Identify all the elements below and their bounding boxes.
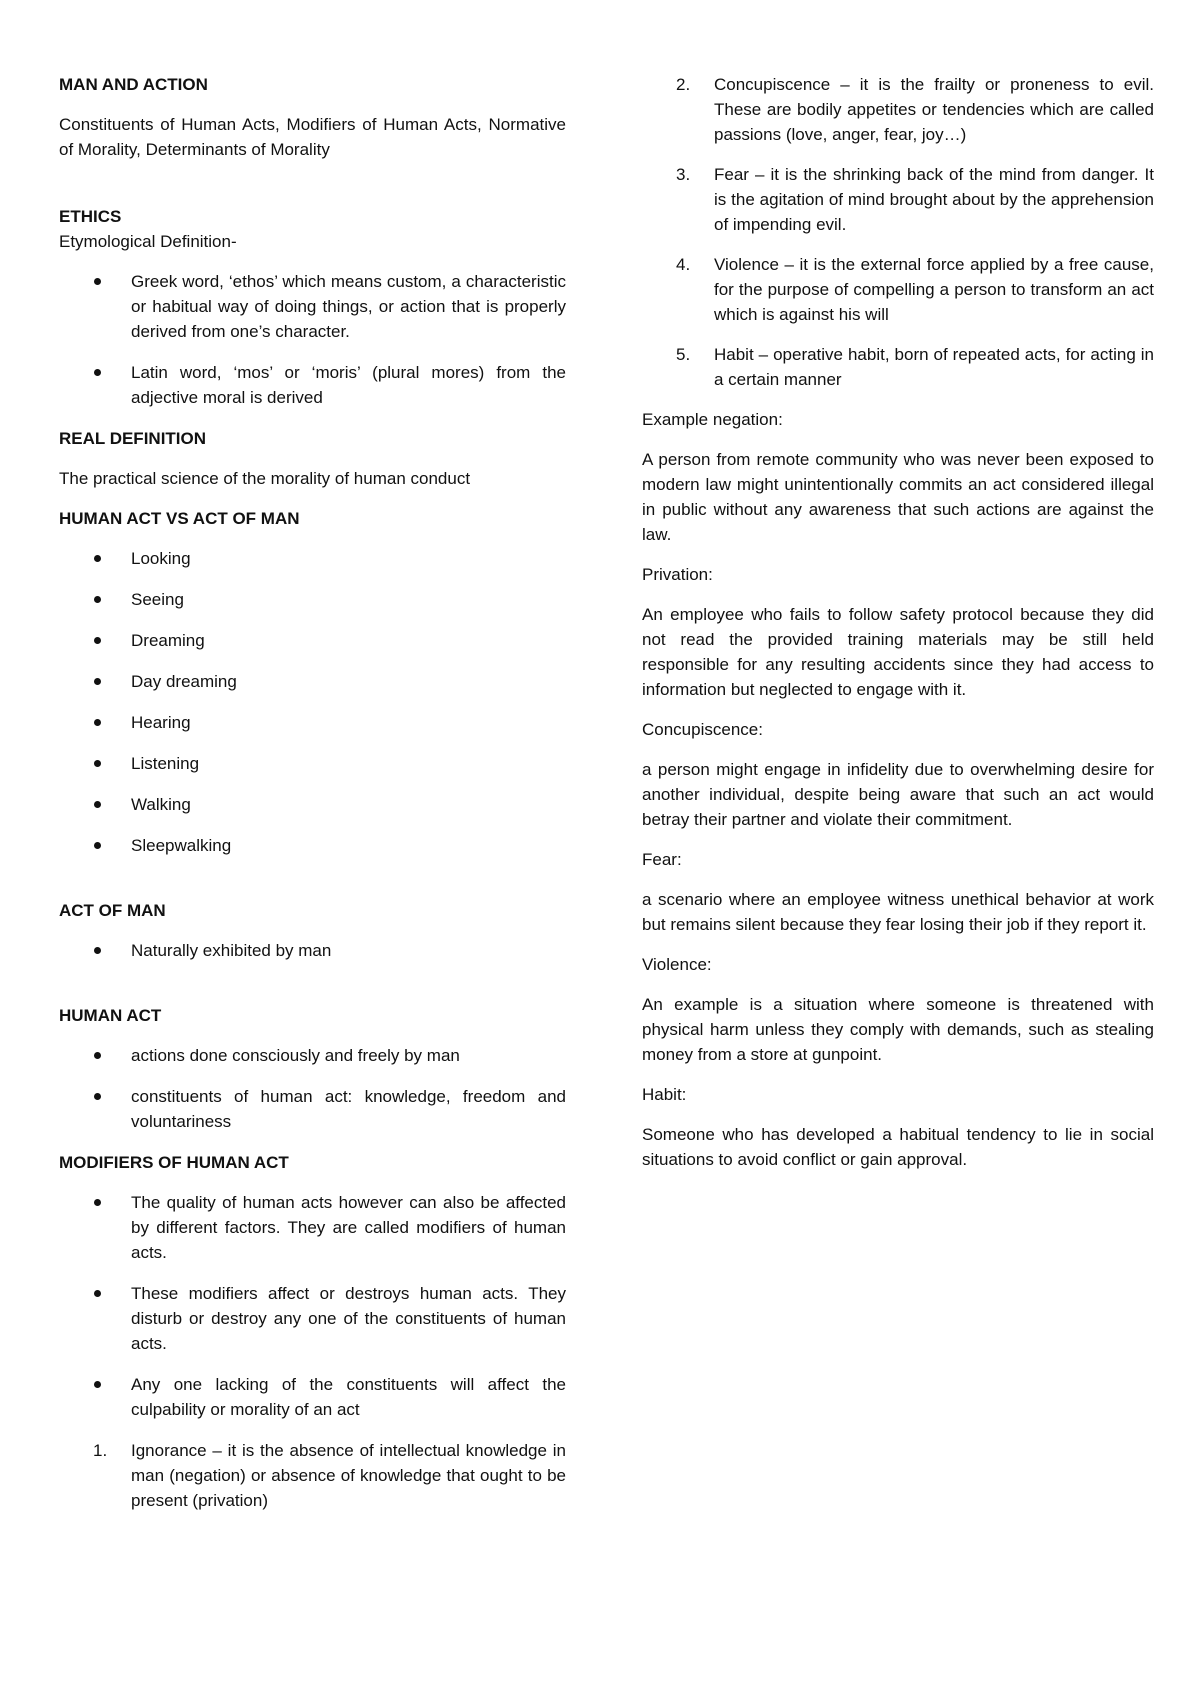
list-item-text: Greek word, ‘ethos’ which means custom, a characteristic or habitual way of doing things, or action that is properly derived from one’s character. (131, 272, 566, 341)
list-item-text: Seeing (131, 590, 184, 609)
item-number: 4. (676, 255, 691, 274)
list-item-text: Walking (131, 795, 191, 814)
list-item-text: Looking (131, 549, 191, 568)
bullet-icon (94, 278, 101, 285)
numbered-item (642, 252, 1154, 327)
ethics-bullet-list (59, 269, 566, 410)
numbered-item-text: Fear – it is the shrinking back of the mind from danger. It is the agitation of mind brought about by the apprehension of impending evil. (714, 165, 1154, 234)
bullet-icon (94, 369, 101, 376)
item-number: 1. (93, 1441, 108, 1460)
bullet-icon (94, 1381, 101, 1388)
ethics-heading: ETHICS (59, 207, 122, 226)
bullet-icon (94, 1199, 101, 1206)
list-item-text: constituents of human act: knowledge, freedom and voluntariness (131, 1087, 566, 1131)
numbered-item-text: Violence – it is the external force applied by a free cause, for the purpose of compelling a person to transform an act which is against his will (714, 255, 1154, 324)
bullet-icon (94, 1290, 101, 1297)
example-label: Example negation: (642, 410, 783, 429)
numbered-item (642, 162, 1154, 237)
item-number: 3. (676, 165, 691, 184)
list-item (59, 587, 566, 612)
list-item (59, 669, 566, 694)
bullet-icon (94, 719, 101, 726)
list-item (59, 833, 566, 858)
list-item-text: actions done consciously and freely by man (131, 1046, 460, 1065)
human-act-heading: HUMAN ACT (59, 1006, 162, 1025)
etymological-label: Etymological Definition- (59, 232, 237, 251)
modifiers-heading: MODIFIERS OF HUMAN ACT (59, 1153, 289, 1172)
example-text: a scenario where an employee witness unethical behavior at work but remains silent because they fear losing their job if they report it. (642, 890, 1154, 934)
list-item (59, 269, 566, 344)
left-column (59, 72, 566, 1528)
list-item-text: Any one lacking of the constituents will affect the culpability or morality of an act (131, 1375, 566, 1419)
right-column (642, 72, 1154, 1187)
human-vs-act-heading: HUMAN ACT VS ACT OF MAN (59, 509, 300, 528)
list-item (59, 360, 566, 410)
list-item (59, 546, 566, 571)
item-number: 5. (676, 345, 691, 364)
list-item (59, 792, 566, 817)
list-item-text: Latin word, ‘mos’ or ‘moris’ (plural mores) from the adjective moral is derived (131, 363, 566, 407)
document-title: MAN AND ACTION (59, 75, 208, 94)
numbered-item-text: Concupiscence – it is the frailty or proneness to evil. These are bodily appetites or tendencies which are called passions (love, anger, fear, joy…) (714, 75, 1154, 144)
human-act-list (59, 1043, 566, 1134)
example-label: Violence: (642, 955, 712, 974)
list-item-text: Naturally exhibited by man (131, 941, 332, 960)
list-item (59, 751, 566, 776)
bullet-icon (94, 555, 101, 562)
example-label: Habit: (642, 1085, 687, 1104)
numbered-item-text: Ignorance – it is the absence of intellectual knowledge in man (negation) or absence of knowledge that ought to be present (privation) (131, 1441, 566, 1510)
list-item (59, 1084, 566, 1134)
list-item-text: Hearing (131, 713, 191, 732)
bullet-icon (94, 760, 101, 767)
example-label: Fear: (642, 850, 682, 869)
bullet-icon (94, 637, 101, 644)
list-item (59, 1043, 566, 1068)
list-item (59, 1372, 566, 1422)
human-vs-act-list (59, 546, 566, 858)
bullet-icon (94, 1052, 101, 1059)
bullet-icon (94, 947, 101, 954)
list-item-text: Sleepwalking (131, 836, 232, 855)
list-item-text: The quality of human acts however can also be affected by different factors. They are called modifiers of human acts. (131, 1193, 566, 1262)
numbered-item (59, 1438, 566, 1513)
modifiers-list (59, 1190, 566, 1422)
modifiers-numbered-list-start (59, 1438, 566, 1513)
real-definition-heading: REAL DEFINITION (59, 429, 207, 448)
bullet-icon (94, 1093, 101, 1100)
example-text: a person might engage in infidelity due to overwhelming desire for another individual, despite being aware that such an act would betray their partner and violate their commitment. (642, 760, 1154, 829)
list-item (59, 938, 566, 963)
list-item-text: Dreaming (131, 631, 205, 650)
list-item (59, 1281, 566, 1356)
list-item (59, 628, 566, 653)
list-item-text: Listening (131, 754, 200, 773)
act-of-man-list (59, 938, 566, 963)
example-text: An example is a situation where someone is threatened with physical harm unless they comply with demands, such as stealing money from a store at gunpoint. (642, 995, 1154, 1064)
bullet-icon (94, 678, 101, 685)
bullet-icon (94, 596, 101, 603)
bullet-icon (94, 801, 101, 808)
numbered-item-text: Habit – operative habit, born of repeated acts, for acting in a certain manner (714, 345, 1154, 389)
list-item (59, 1190, 566, 1265)
example-text: An employee who fails to follow safety protocol because they did not read the provided training materials may be still held responsible for any resulting accidents since they had access to information but neglected to engage with it. (642, 605, 1154, 699)
numbered-item (642, 72, 1154, 147)
list-item-text: Day dreaming (131, 672, 237, 691)
example-label: Privation: (642, 565, 713, 584)
example-text: Someone who has developed a habitual tendency to lie in social situations to avoid conflict or gain approval. (642, 1125, 1154, 1169)
numbered-item (642, 342, 1154, 392)
modifiers-numbered-list-continued (642, 72, 1154, 392)
bullet-icon (94, 842, 101, 849)
act-of-man-heading: ACT OF MAN (59, 901, 166, 920)
list-item-text: These modifiers affect or destroys human acts. They disturb or destroy any one of the constituents of human acts. (131, 1284, 566, 1353)
document-subtitle: Constituents of Human Acts, Modifiers of Human Acts, Normative of Morality, Determinants of Morality (59, 115, 566, 159)
example-text: A person from remote community who was never been exposed to modern law might unintentionally commits an act considered illegal in public without any awareness that such actions are against the law. (642, 450, 1154, 544)
item-number: 2. (676, 75, 691, 94)
example-label: Concupiscence: (642, 720, 763, 739)
list-item (59, 710, 566, 735)
real-definition-text: The practical science of the morality of human conduct (59, 469, 471, 488)
